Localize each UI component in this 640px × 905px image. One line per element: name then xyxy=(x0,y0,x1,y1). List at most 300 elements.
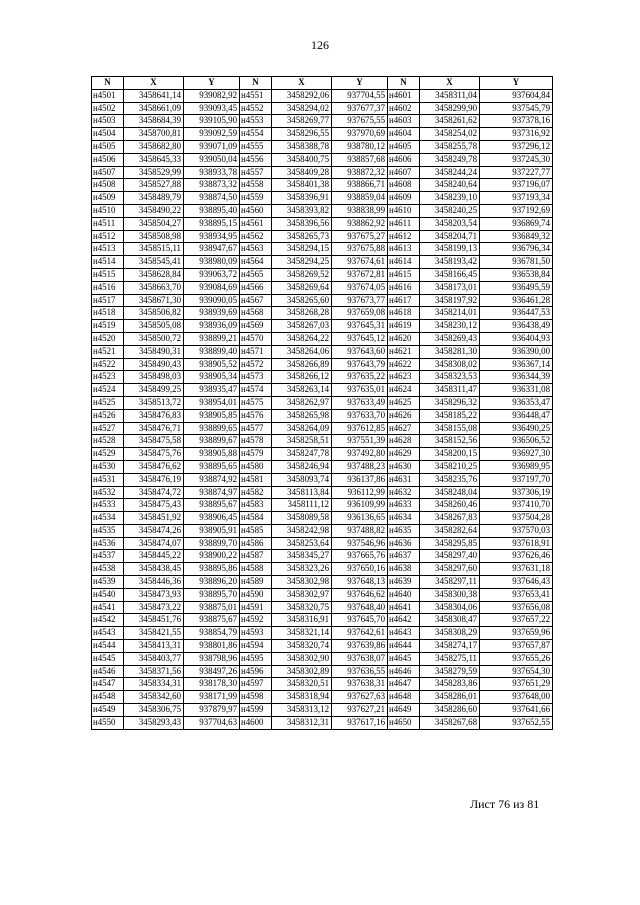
point-id-cell: н4597 xyxy=(240,678,272,691)
x-coordinate-cell: 3458645,33 xyxy=(124,153,184,166)
point-id-cell: н4646 xyxy=(388,665,420,678)
point-id-cell: н4530 xyxy=(92,460,124,473)
y-coordinate-cell: 938899,21 xyxy=(184,332,240,345)
point-id-cell: н4624 xyxy=(388,384,420,397)
y-coordinate-cell: 938899,65 xyxy=(184,422,240,435)
point-id-cell: н4621 xyxy=(388,345,420,358)
point-id-cell: н4619 xyxy=(388,320,420,333)
x-coordinate-cell: 3458173,01 xyxy=(420,281,480,294)
x-coordinate-cell: 3458446,36 xyxy=(124,576,184,589)
x-coordinate-cell: 3458203,54 xyxy=(420,217,480,230)
point-id-cell: н4589 xyxy=(240,576,272,589)
y-coordinate-cell: 936461,28 xyxy=(480,294,553,307)
y-coordinate-cell: 936506,52 xyxy=(480,435,553,448)
x-coordinate-cell: 3458113,84 xyxy=(272,486,332,499)
point-id-cell: н4571 xyxy=(240,345,272,358)
x-coordinate-cell: 3458311,47 xyxy=(420,384,480,397)
point-id-cell: н4576 xyxy=(240,409,272,422)
y-coordinate-cell: 938895,65 xyxy=(184,460,240,473)
y-coordinate-cell: 938899,67 xyxy=(184,435,240,448)
x-coordinate-cell: 3458545,41 xyxy=(124,256,184,269)
point-id-cell: н4573 xyxy=(240,371,272,384)
y-coordinate-cell: 939063,72 xyxy=(184,268,240,281)
point-id-cell: н4574 xyxy=(240,384,272,397)
x-coordinate-cell: 3458508,98 xyxy=(124,230,184,243)
table-row xyxy=(92,89,553,102)
y-coordinate-cell: 937646,43 xyxy=(480,576,553,589)
y-coordinate-cell: 939093,45 xyxy=(184,102,240,115)
point-id-cell: н4570 xyxy=(240,332,272,345)
x-coordinate-cell: 3458268,28 xyxy=(272,307,332,320)
point-id-cell: н4636 xyxy=(388,537,420,550)
point-id-cell: н4561 xyxy=(240,217,272,230)
point-id-cell: н4540 xyxy=(92,588,124,601)
point-id-cell: н4532 xyxy=(92,486,124,499)
coordinates-table xyxy=(91,76,553,730)
x-coordinate-cell: 3458214,01 xyxy=(420,307,480,320)
y-coordinate-cell: 938895,40 xyxy=(184,204,240,217)
point-id-cell: н4525 xyxy=(92,396,124,409)
point-id-cell: н4542 xyxy=(92,614,124,627)
y-coordinate-cell: 938178,30 xyxy=(184,678,240,691)
table-row xyxy=(92,448,553,461)
y-coordinate-cell: 937657,22 xyxy=(480,614,553,627)
point-id-cell: н4569 xyxy=(240,320,272,333)
x-coordinate-cell: 3458197,92 xyxy=(420,294,480,307)
y-coordinate-cell: 938895,15 xyxy=(184,217,240,230)
point-id-cell: н4566 xyxy=(240,281,272,294)
table-row xyxy=(92,128,553,141)
x-coordinate-cell: 3458286,01 xyxy=(420,691,480,704)
point-id-cell: н4608 xyxy=(388,179,420,192)
x-coordinate-cell: 3458294,25 xyxy=(272,256,332,269)
y-coordinate-cell: 937618,91 xyxy=(480,537,553,550)
y-coordinate-cell: 937638,07 xyxy=(332,652,388,665)
point-id-cell: н4512 xyxy=(92,230,124,243)
y-coordinate-cell: 937545,79 xyxy=(480,102,553,115)
x-coordinate-cell: 3458266,12 xyxy=(272,371,332,384)
y-coordinate-cell: 938873,32 xyxy=(184,179,240,192)
table-row xyxy=(92,499,553,512)
point-id-cell: н4581 xyxy=(240,473,272,486)
point-id-cell: н4520 xyxy=(92,332,124,345)
y-coordinate-cell: 936344,39 xyxy=(480,371,553,384)
column-header: Y xyxy=(480,77,553,90)
table-row xyxy=(92,230,553,243)
point-id-cell: н4555 xyxy=(240,140,272,153)
point-id-cell: н4602 xyxy=(388,102,420,115)
x-coordinate-cell: 3458700,81 xyxy=(124,128,184,141)
x-coordinate-cell: 3458253,64 xyxy=(272,537,332,550)
y-coordinate-cell: 937627,63 xyxy=(332,691,388,704)
table-row xyxy=(92,691,553,704)
x-coordinate-cell: 3458474,72 xyxy=(124,486,184,499)
point-id-cell: н4503 xyxy=(92,115,124,128)
y-coordinate-cell: 936367,14 xyxy=(480,358,553,371)
x-coordinate-cell: 3458294,02 xyxy=(272,102,332,115)
point-id-cell: н4642 xyxy=(388,614,420,627)
y-coordinate-cell: 938862,92 xyxy=(332,217,388,230)
y-coordinate-cell: 938899,70 xyxy=(184,537,240,550)
column-header: N xyxy=(388,77,420,90)
x-coordinate-cell: 3458299,90 xyxy=(420,102,480,115)
point-id-cell: н4616 xyxy=(388,281,420,294)
x-coordinate-cell: 3458286,60 xyxy=(420,704,480,717)
y-coordinate-cell: 938906,45 xyxy=(184,512,240,525)
table-row xyxy=(92,563,553,576)
x-coordinate-cell: 3458345,27 xyxy=(272,550,332,563)
point-id-cell: н4638 xyxy=(388,563,420,576)
point-id-cell: н4583 xyxy=(240,499,272,512)
x-coordinate-cell: 3458320,51 xyxy=(272,678,332,691)
y-coordinate-cell: 936927,30 xyxy=(480,448,553,461)
x-coordinate-cell: 3458239,10 xyxy=(420,192,480,205)
table-body xyxy=(92,89,553,729)
x-coordinate-cell: 3458396,91 xyxy=(272,192,332,205)
x-coordinate-cell: 3458265,98 xyxy=(272,409,332,422)
y-coordinate-cell: 937643,79 xyxy=(332,358,388,371)
x-coordinate-cell: 3458499,25 xyxy=(124,384,184,397)
table-row xyxy=(92,486,553,499)
y-coordinate-cell: 938934,95 xyxy=(184,230,240,243)
y-coordinate-cell: 938939,69 xyxy=(184,307,240,320)
x-coordinate-cell: 3458684,39 xyxy=(124,115,184,128)
point-id-cell: н4607 xyxy=(388,166,420,179)
x-coordinate-cell: 3458269,64 xyxy=(272,281,332,294)
y-coordinate-cell: 937648,13 xyxy=(332,576,388,589)
x-coordinate-cell: 3458515,11 xyxy=(124,243,184,256)
point-id-cell: н4592 xyxy=(240,614,272,627)
table-row xyxy=(92,435,553,448)
point-id-cell: н4606 xyxy=(388,153,420,166)
point-id-cell: н4511 xyxy=(92,217,124,230)
x-coordinate-cell: 3458312,31 xyxy=(272,716,332,729)
x-coordinate-cell: 3458320,75 xyxy=(272,601,332,614)
x-coordinate-cell: 3458318,94 xyxy=(272,691,332,704)
x-coordinate-cell: 3458230,12 xyxy=(420,320,480,333)
point-id-cell: н4588 xyxy=(240,563,272,576)
x-coordinate-cell: 3458248,04 xyxy=(420,486,480,499)
y-coordinate-cell: 936353,47 xyxy=(480,396,553,409)
point-id-cell: н4558 xyxy=(240,179,272,192)
y-coordinate-cell: 937631,18 xyxy=(480,563,553,576)
x-coordinate-cell: 3458246,94 xyxy=(272,460,332,473)
x-coordinate-cell: 3458334,31 xyxy=(124,678,184,691)
y-coordinate-cell: 937245,30 xyxy=(480,153,553,166)
x-coordinate-cell: 3458244,24 xyxy=(420,166,480,179)
point-id-cell: н4560 xyxy=(240,204,272,217)
x-coordinate-cell: 3458308,02 xyxy=(420,358,480,371)
point-id-cell: н4505 xyxy=(92,140,124,153)
x-coordinate-cell: 3458089,58 xyxy=(272,512,332,525)
point-id-cell: н4536 xyxy=(92,537,124,550)
y-coordinate-cell: 936447,53 xyxy=(480,307,553,320)
point-id-cell: н4521 xyxy=(92,345,124,358)
y-coordinate-cell: 938872,32 xyxy=(332,166,388,179)
y-coordinate-cell: 938801,86 xyxy=(184,640,240,653)
x-coordinate-cell: 3458293,43 xyxy=(124,716,184,729)
point-id-cell: н4550 xyxy=(92,716,124,729)
table-row xyxy=(92,460,553,473)
x-coordinate-cell: 3458265,73 xyxy=(272,230,332,243)
table-row xyxy=(92,307,553,320)
point-id-cell: н4552 xyxy=(240,102,272,115)
point-id-cell: н4590 xyxy=(240,588,272,601)
y-coordinate-cell: 936448,47 xyxy=(480,409,553,422)
x-coordinate-cell: 3458476,83 xyxy=(124,409,184,422)
y-coordinate-cell: 938905,85 xyxy=(184,409,240,422)
y-coordinate-cell: 937650,16 xyxy=(332,563,388,576)
point-id-cell: н4631 xyxy=(388,473,420,486)
table-row xyxy=(92,524,553,537)
table-row xyxy=(92,256,553,269)
y-coordinate-cell: 938980,09 xyxy=(184,256,240,269)
x-coordinate-cell: 3458262,97 xyxy=(272,396,332,409)
point-id-cell: н4554 xyxy=(240,128,272,141)
x-coordinate-cell: 3458304,06 xyxy=(420,601,480,614)
table-row xyxy=(92,716,553,729)
point-id-cell: н4628 xyxy=(388,435,420,448)
point-id-cell: н4579 xyxy=(240,448,272,461)
point-id-cell: н4518 xyxy=(92,307,124,320)
point-id-cell: н4575 xyxy=(240,396,272,409)
y-coordinate-cell: 937879,97 xyxy=(184,704,240,717)
point-id-cell: н4510 xyxy=(92,204,124,217)
y-coordinate-cell: 938936,09 xyxy=(184,320,240,333)
x-coordinate-cell: 3458476,71 xyxy=(124,422,184,435)
table-row xyxy=(92,243,553,256)
x-coordinate-cell: 3458671,30 xyxy=(124,294,184,307)
y-coordinate-cell: 937196,07 xyxy=(480,179,553,192)
point-id-cell: н4519 xyxy=(92,320,124,333)
y-coordinate-cell: 938895,67 xyxy=(184,499,240,512)
x-coordinate-cell: 3458527,88 xyxy=(124,179,184,192)
x-coordinate-cell: 3458473,93 xyxy=(124,588,184,601)
point-id-cell: н4634 xyxy=(388,512,420,525)
point-id-cell: н4529 xyxy=(92,448,124,461)
point-id-cell: н4618 xyxy=(388,307,420,320)
point-id-cell: н4567 xyxy=(240,294,272,307)
x-coordinate-cell: 3458264,22 xyxy=(272,332,332,345)
x-coordinate-cell: 3458155,08 xyxy=(420,422,480,435)
x-coordinate-cell: 3458265,60 xyxy=(272,294,332,307)
y-coordinate-cell: 937626,46 xyxy=(480,550,553,563)
x-coordinate-cell: 3458401,38 xyxy=(272,179,332,192)
point-id-cell: н4528 xyxy=(92,435,124,448)
x-coordinate-cell: 3458311,04 xyxy=(420,89,480,102)
y-coordinate-cell: 938905,34 xyxy=(184,371,240,384)
point-id-cell: н4551 xyxy=(240,89,272,102)
x-coordinate-cell: 3458093,74 xyxy=(272,473,332,486)
y-coordinate-cell: 936331,08 xyxy=(480,384,553,397)
x-coordinate-cell: 3458302,98 xyxy=(272,576,332,589)
table-row xyxy=(92,665,553,678)
x-coordinate-cell: 3458529,99 xyxy=(124,166,184,179)
point-id-cell: н4584 xyxy=(240,512,272,525)
x-coordinate-cell: 3458274,17 xyxy=(420,640,480,653)
point-id-cell: н4639 xyxy=(388,576,420,589)
x-coordinate-cell: 3458193,42 xyxy=(420,256,480,269)
y-coordinate-cell: 936495,59 xyxy=(480,281,553,294)
column-header: N xyxy=(240,77,272,90)
table-row xyxy=(92,601,553,614)
y-coordinate-cell: 937677,37 xyxy=(332,102,388,115)
x-coordinate-cell: 3458316,91 xyxy=(272,614,332,627)
y-coordinate-cell: 936137,86 xyxy=(332,473,388,486)
y-coordinate-cell: 937652,55 xyxy=(480,716,553,729)
y-coordinate-cell: 938947,67 xyxy=(184,243,240,256)
x-coordinate-cell: 3458279,59 xyxy=(420,665,480,678)
table-row xyxy=(92,614,553,627)
x-coordinate-cell: 3458283,86 xyxy=(420,678,480,691)
x-coordinate-cell: 3458313,12 xyxy=(272,704,332,717)
x-coordinate-cell: 3458308,47 xyxy=(420,614,480,627)
point-id-cell: н4647 xyxy=(388,678,420,691)
point-id-cell: н4563 xyxy=(240,243,272,256)
point-id-cell: н4626 xyxy=(388,409,420,422)
point-id-cell: н4526 xyxy=(92,409,124,422)
x-coordinate-cell: 3458302,90 xyxy=(272,652,332,665)
y-coordinate-cell: 938171,99 xyxy=(184,691,240,704)
point-id-cell: н4591 xyxy=(240,601,272,614)
x-coordinate-cell: 3458240,64 xyxy=(420,179,480,192)
y-coordinate-cell: 937645,70 xyxy=(332,614,388,627)
y-coordinate-cell: 938896,20 xyxy=(184,576,240,589)
point-id-cell: н4564 xyxy=(240,256,272,269)
x-coordinate-cell: 3458258,51 xyxy=(272,435,332,448)
point-id-cell: н4553 xyxy=(240,115,272,128)
table-row xyxy=(92,358,553,371)
y-coordinate-cell: 938935,47 xyxy=(184,384,240,397)
x-coordinate-cell: 3458490,22 xyxy=(124,204,184,217)
point-id-cell: н4537 xyxy=(92,550,124,563)
x-coordinate-cell: 3458505,08 xyxy=(124,320,184,333)
y-coordinate-cell: 938905,88 xyxy=(184,448,240,461)
x-coordinate-cell: 3458295,85 xyxy=(420,537,480,550)
y-coordinate-cell: 937654,30 xyxy=(480,665,553,678)
x-coordinate-cell: 3458240,25 xyxy=(420,204,480,217)
point-id-cell: н4640 xyxy=(388,588,420,601)
point-id-cell: н4548 xyxy=(92,691,124,704)
y-coordinate-cell: 938874,50 xyxy=(184,192,240,205)
point-id-cell: н4508 xyxy=(92,179,124,192)
y-coordinate-cell: 937551,39 xyxy=(332,435,388,448)
point-id-cell: н4507 xyxy=(92,166,124,179)
x-coordinate-cell: 3458275,11 xyxy=(420,652,480,665)
x-coordinate-cell: 3458388,78 xyxy=(272,140,332,153)
point-id-cell: н4504 xyxy=(92,128,124,141)
point-id-cell: н4514 xyxy=(92,256,124,269)
y-coordinate-cell: 937704,63 xyxy=(184,716,240,729)
y-coordinate-cell: 937192,69 xyxy=(480,204,553,217)
point-id-cell: н4557 xyxy=(240,166,272,179)
x-coordinate-cell: 3458264,09 xyxy=(272,422,332,435)
x-coordinate-cell: 3458296,55 xyxy=(272,128,332,141)
x-coordinate-cell: 3458490,43 xyxy=(124,358,184,371)
x-coordinate-cell: 3458302,89 xyxy=(272,665,332,678)
y-coordinate-cell: 937488,23 xyxy=(332,460,388,473)
y-coordinate-cell: 938875,01 xyxy=(184,601,240,614)
point-id-cell: н4603 xyxy=(388,115,420,128)
table-row xyxy=(92,678,553,691)
table-row xyxy=(92,371,553,384)
point-id-cell: н4648 xyxy=(388,691,420,704)
table-row xyxy=(92,652,553,665)
point-id-cell: н4539 xyxy=(92,576,124,589)
x-coordinate-cell: 3458200,15 xyxy=(420,448,480,461)
x-coordinate-cell: 3458249,78 xyxy=(420,153,480,166)
x-coordinate-cell: 3458396,56 xyxy=(272,217,332,230)
point-id-cell: н4604 xyxy=(388,128,420,141)
x-coordinate-cell: 3458513,72 xyxy=(124,396,184,409)
point-id-cell: н4506 xyxy=(92,153,124,166)
y-coordinate-cell: 938874,92 xyxy=(184,473,240,486)
x-coordinate-cell: 3458260,46 xyxy=(420,499,480,512)
y-coordinate-cell: 938866,71 xyxy=(332,179,388,192)
point-id-cell: н4594 xyxy=(240,640,272,653)
y-coordinate-cell: 937672,81 xyxy=(332,268,388,281)
point-id-cell: н4502 xyxy=(92,102,124,115)
point-id-cell: н4527 xyxy=(92,422,124,435)
x-coordinate-cell: 3458204,71 xyxy=(420,230,480,243)
x-coordinate-cell: 3458371,56 xyxy=(124,665,184,678)
y-coordinate-cell: 939050,04 xyxy=(184,153,240,166)
point-id-cell: н4572 xyxy=(240,358,272,371)
x-coordinate-cell: 3458269,52 xyxy=(272,268,332,281)
y-coordinate-cell: 938497,26 xyxy=(184,665,240,678)
point-id-cell: н4641 xyxy=(388,601,420,614)
point-id-cell: н4632 xyxy=(388,486,420,499)
point-id-cell: н4620 xyxy=(388,332,420,345)
x-coordinate-cell: 3458266,89 xyxy=(272,358,332,371)
point-id-cell: н4568 xyxy=(240,307,272,320)
column-header: Y xyxy=(332,77,388,90)
y-coordinate-cell: 937675,27 xyxy=(332,230,388,243)
point-id-cell: н4549 xyxy=(92,704,124,717)
x-coordinate-cell: 3458500,72 xyxy=(124,332,184,345)
y-coordinate-cell: 937659,96 xyxy=(480,627,553,640)
y-coordinate-cell: 936989,95 xyxy=(480,460,553,473)
table-row xyxy=(92,588,553,601)
point-id-cell: н4515 xyxy=(92,268,124,281)
y-coordinate-cell: 937316,92 xyxy=(480,128,553,141)
y-coordinate-cell: 937636,55 xyxy=(332,665,388,678)
y-coordinate-cell: 939071,09 xyxy=(184,140,240,153)
table-row xyxy=(92,640,553,653)
y-coordinate-cell: 939082,92 xyxy=(184,89,240,102)
x-coordinate-cell: 3458296,32 xyxy=(420,396,480,409)
point-id-cell: н4625 xyxy=(388,396,420,409)
x-coordinate-cell: 3458199,13 xyxy=(420,243,480,256)
x-coordinate-cell: 3458292,06 xyxy=(272,89,332,102)
point-id-cell: н4595 xyxy=(240,652,272,665)
page-number: 126 xyxy=(311,38,329,52)
y-coordinate-cell: 937648,00 xyxy=(480,691,553,704)
point-id-cell: н4613 xyxy=(388,243,420,256)
x-coordinate-cell: 3458474,07 xyxy=(124,537,184,550)
y-coordinate-cell: 937197,70 xyxy=(480,473,553,486)
y-coordinate-cell: 937643,60 xyxy=(332,345,388,358)
x-coordinate-cell: 3458409,28 xyxy=(272,166,332,179)
x-coordinate-cell: 3458297,11 xyxy=(420,576,480,589)
y-coordinate-cell: 937645,12 xyxy=(332,332,388,345)
x-coordinate-cell: 3458300,38 xyxy=(420,588,480,601)
y-coordinate-cell: 937665,76 xyxy=(332,550,388,563)
x-coordinate-cell: 3458264,06 xyxy=(272,345,332,358)
point-id-cell: н4556 xyxy=(240,153,272,166)
y-coordinate-cell: 938905,91 xyxy=(184,524,240,537)
y-coordinate-cell: 937612,85 xyxy=(332,422,388,435)
